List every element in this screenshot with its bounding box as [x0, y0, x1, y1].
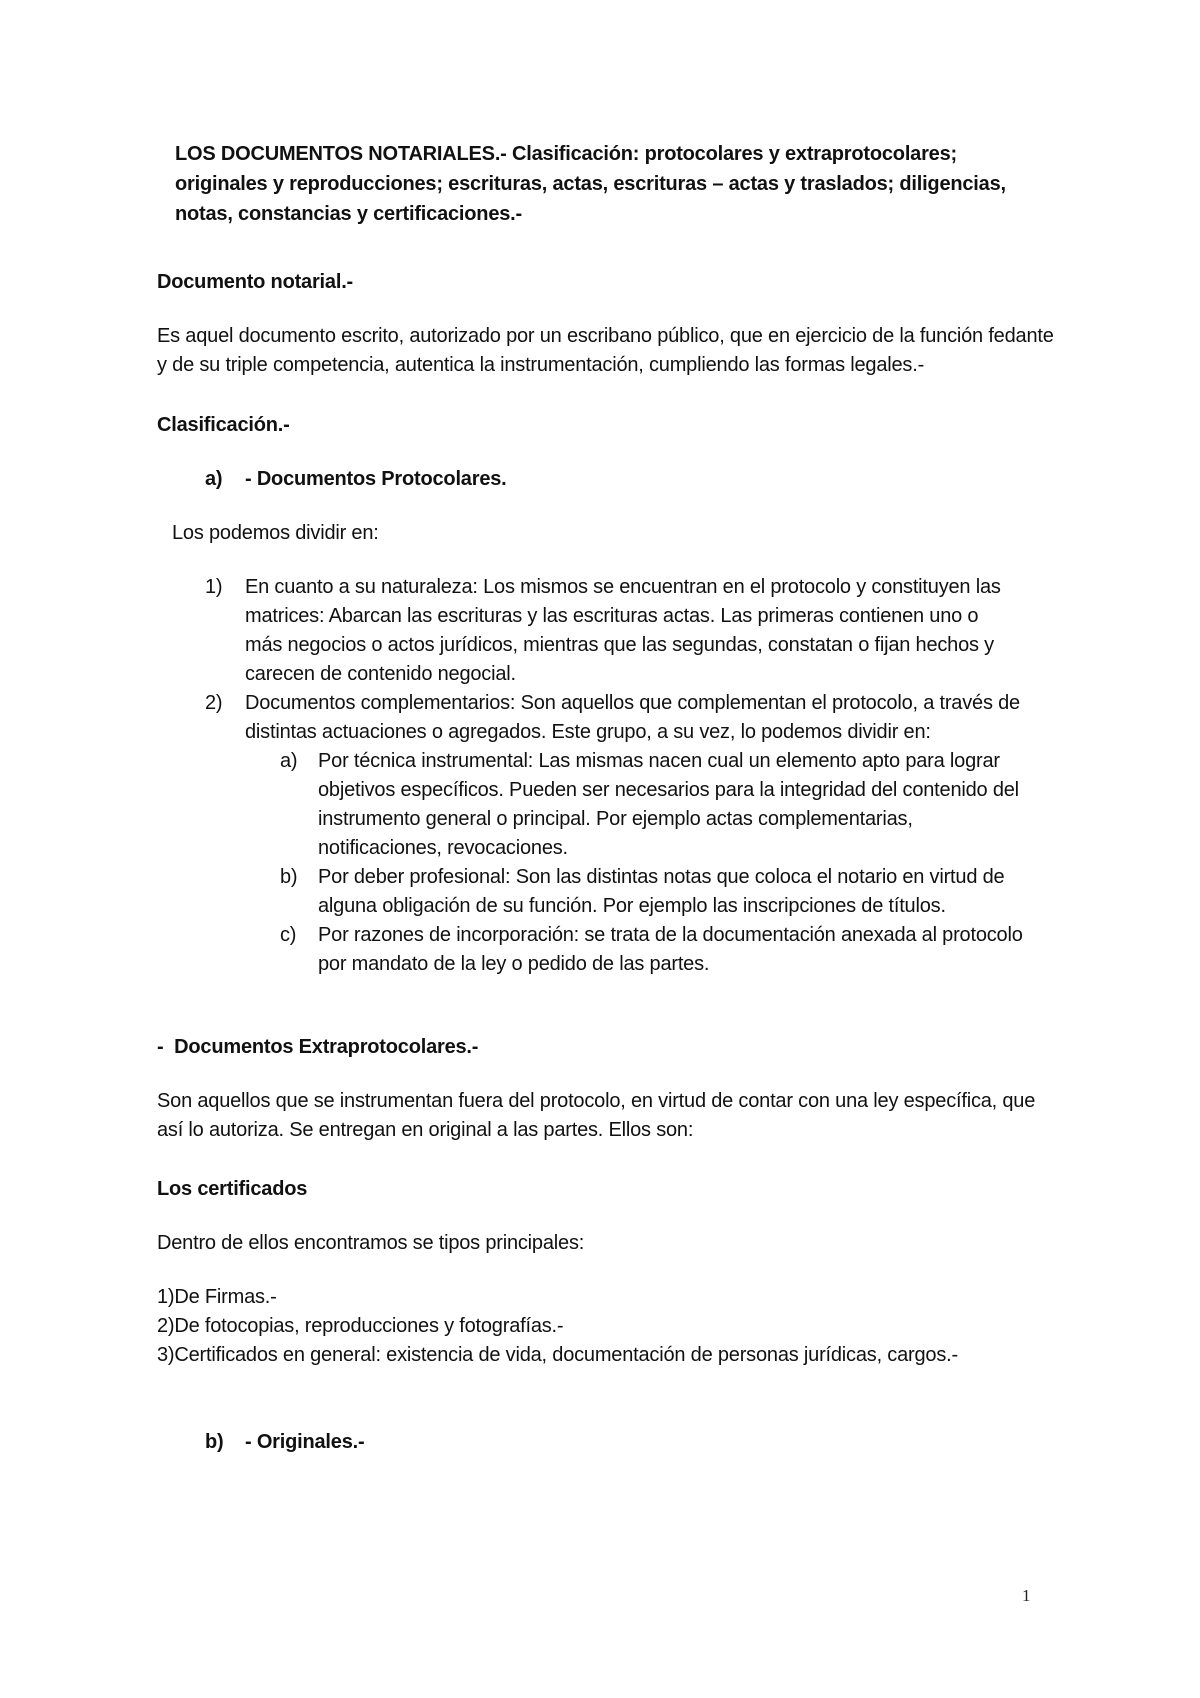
- heading-certificados: Los certificados: [157, 1178, 308, 1200]
- list-item-line: Documentos complementarios: Son aquellos que complementan el protocolo, a través de: [245, 692, 1020, 714]
- list-marker: 2): [205, 692, 223, 714]
- heading-clasificacion: Clasificación.-: [157, 414, 290, 436]
- title-line: originales y reproducciones; escrituras, actas, escrituras – actas y traslados; diligencias,: [175, 173, 1006, 195]
- sublist-item-line: alguna obligación de su función. Por ejemplo las inscripciones de títulos.: [318, 895, 946, 917]
- list-item-line: carecen de contenido negocial.: [245, 663, 516, 685]
- subheading-protocolares-marker: a): [205, 468, 223, 490]
- subheading-originales-marker: b): [205, 1431, 224, 1453]
- paragraph-documento-notarial: [157, 322, 1054, 380]
- sublist-item-tecnica: [318, 747, 1019, 863]
- page-number: 1: [1022, 1586, 1031, 1605]
- paragraph-line: Son aquellos que se instrumentan fuera del protocolo, en virtud de contar con una ley específica, que: [157, 1090, 1036, 1112]
- list-item: 2)De fotocopias, reproducciones y fotografías.-: [157, 1315, 564, 1337]
- sublist-marker: a): [280, 750, 298, 772]
- sublist-item-deber: [318, 863, 1004, 921]
- list-item: 1)De Firmas.-: [157, 1286, 277, 1308]
- intro-certificados: Dentro de ellos encontramos se tipos principales:: [157, 1232, 585, 1254]
- sublist-item-line: Por razones de incorporación: se trata de la documentación anexada al protocolo: [318, 924, 1023, 946]
- list-item-naturaleza: [245, 573, 1001, 689]
- list-item-line: En cuanto a su naturaleza: Los mismos se encuentran en el protocolo y constituyen las: [245, 576, 1001, 598]
- sublist-item-line: Por técnica instrumental: Las mismas nacen cual un elemento apto para lograr: [318, 750, 1000, 772]
- sublist-item-line: instrumento general o principal. Por ejemplo actas complementarias,: [318, 808, 913, 830]
- title-line: LOS DOCUMENTOS NOTARIALES.- Clasificación: protocolares y extraprotocolares;: [175, 143, 957, 165]
- heading-documento-notarial: Documento notarial.-: [157, 271, 354, 293]
- sublist-item-line: objetivos específicos. Pueden ser necesarios para la integridad del contenido del: [318, 779, 1019, 801]
- heading-extraprotocolares: - Documentos Extraprotocolares.-: [157, 1036, 479, 1058]
- sublist-marker: c): [280, 924, 297, 946]
- sublist-marker: b): [280, 866, 298, 888]
- list-item-line: más negocios o actos jurídicos, mientras que las segundas, constatan o fijan hechos y: [245, 634, 994, 656]
- list-item-complementarios: [245, 689, 1020, 747]
- list-item: 3)Certificados en general: existencia de vida, documentación de personas jurídicas, cargos.-: [157, 1344, 958, 1366]
- list-item-line: distintas actuaciones o agregados. Este grupo, a su vez, lo podemos dividir en:: [245, 721, 931, 743]
- list-item-line: matrices: Abarcan las escrituras y las escrituras actas. Las primeras contienen uno o: [245, 605, 979, 627]
- paragraph-line: así lo autoriza. Se entregan en original a las partes. Ellos son:: [157, 1119, 694, 1141]
- sublist-item-line: notificaciones, revocaciones.: [318, 837, 568, 859]
- sublist-item-line: Por deber profesional: Son las distintas notas que coloca el notario en virtud de: [318, 866, 1005, 888]
- sublist-item-line: por mandato de la ley o pedido de las partes.: [318, 953, 710, 975]
- paragraph-line: Es aquel documento escrito, autorizado por un escribano público, que en ejercicio de la función fedante: [157, 325, 1054, 347]
- paragraph-line: y de su triple competencia, autentica la instrumentación, cumpliendo las formas legales.-: [157, 354, 925, 376]
- document-title: [175, 139, 1055, 229]
- subheading-protocolares: - Documentos Protocolares.: [245, 468, 507, 490]
- paragraph-extraprotocolares: [157, 1087, 1035, 1145]
- intro-dividir: Los podemos dividir en:: [172, 522, 379, 544]
- title-line: notas, constancias y certificaciones.-: [175, 203, 522, 225]
- subheading-originales: - Originales.-: [245, 1431, 365, 1453]
- list-certificados: [157, 1283, 958, 1370]
- sublist-item-razones: [318, 921, 1023, 979]
- list-marker: 1): [205, 576, 223, 598]
